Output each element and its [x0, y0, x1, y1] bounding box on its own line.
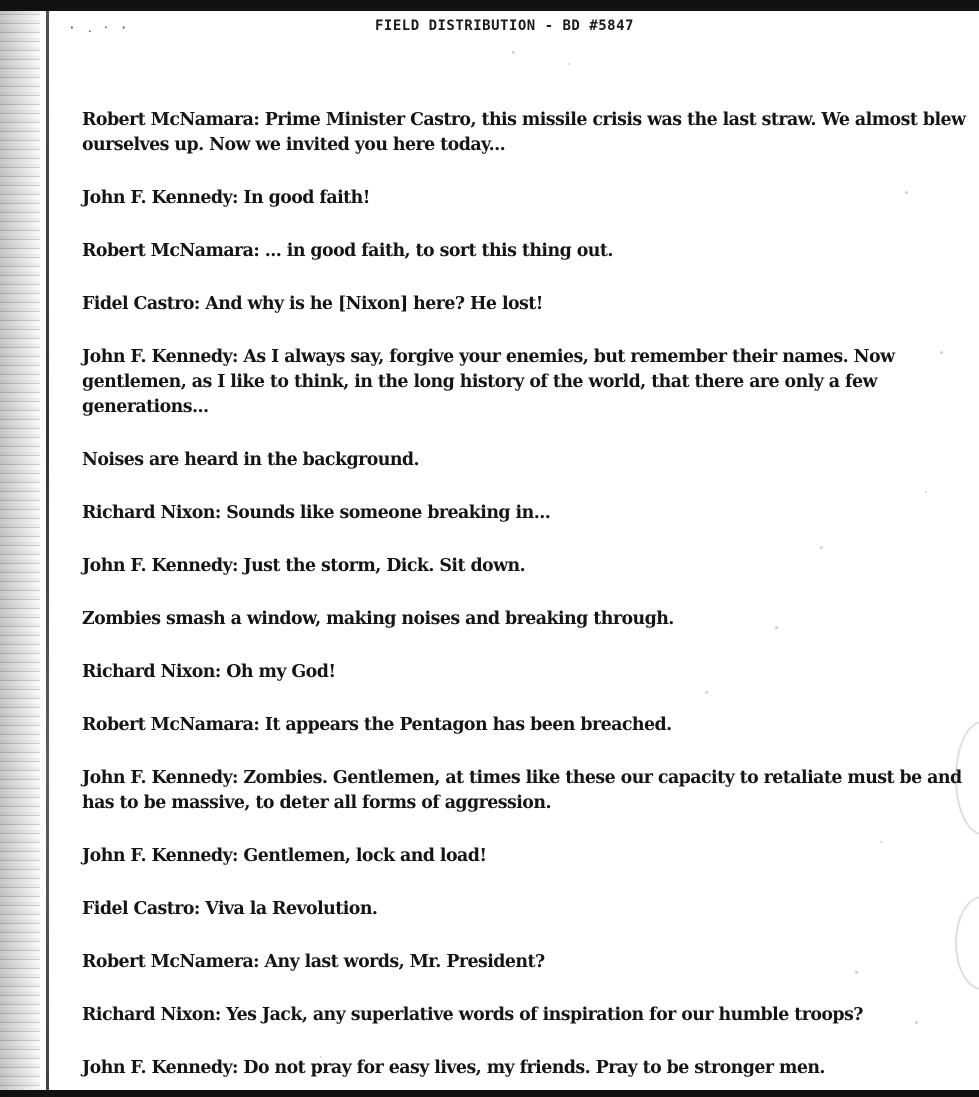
transcript-line: John F. Kennedy: As I always say, forgive your enemies, but remember their names. Now gentlemen, as I like to think, in the long history of the world, that there are only a few generations... [82, 347, 895, 417]
transcript-line: Richard Nixon: Oh my God! [82, 662, 336, 682]
transcript-line: Fidel Castro: And why is he [Nixon] here? He lost! [82, 294, 543, 314]
transcript-line: Noises are heard in the background. [82, 450, 420, 470]
transcript-line: Robert McNamara: It appears the Pentagon has been breached. [82, 715, 672, 735]
transcript-line: Robert McNamara: Prime Minister Castro, this missile crisis was the last straw. We almost blew ourselves up. Now we invited you here today... [82, 110, 966, 155]
transcript-line: John F. Kennedy: Just the storm, Dick. Sit down. [82, 556, 526, 576]
transcript-line: Robert McNamera: Any last words, Mr. President? [82, 952, 545, 972]
transcript-line: John F. Kennedy: In good faith! [82, 188, 370, 208]
scan-speckle [568, 63, 570, 65]
transcript-line: Richard Nixon: Yes Jack, any superlative words of inspiration for our humble troops? [82, 1005, 863, 1025]
top-frame-bar [0, 0, 979, 11]
transcript-line: Fidel Castro: Viva la Revolution. [82, 899, 378, 919]
page-header: FIELD DISTRIBUTION - BD #5847 [375, 18, 634, 34]
document-page [0, 11, 979, 1090]
scan-binding-edge [0, 11, 40, 1090]
transcript-line: Zombies smash a window, making noises and breaking through. [82, 609, 674, 629]
header-scan-marks: · ․ ‧ · [68, 21, 130, 36]
transcript-line: John F. Kennedy: Do not pray for easy lives, my friends. Pray to be stronger men. [82, 1058, 825, 1078]
transcript-line: John F. Kennedy: Zombies. Gentlemen, at times like these our capacity to retaliate must be and has to be massive, to deter all forms of aggression. [82, 768, 962, 813]
transcript-line: Richard Nixon: Sounds like someone breaking in... [82, 503, 551, 523]
transcript-line: John F. Kennedy: Gentlemen, lock and load! [82, 846, 487, 866]
transcript [82, 108, 972, 1090]
scan-speckle [512, 51, 515, 54]
transcript-line: Robert McNamara: ... in good faith, to sort this thing out. [82, 241, 613, 261]
bottom-frame-bar [0, 1090, 979, 1097]
scan-margin-line [46, 11, 49, 1090]
